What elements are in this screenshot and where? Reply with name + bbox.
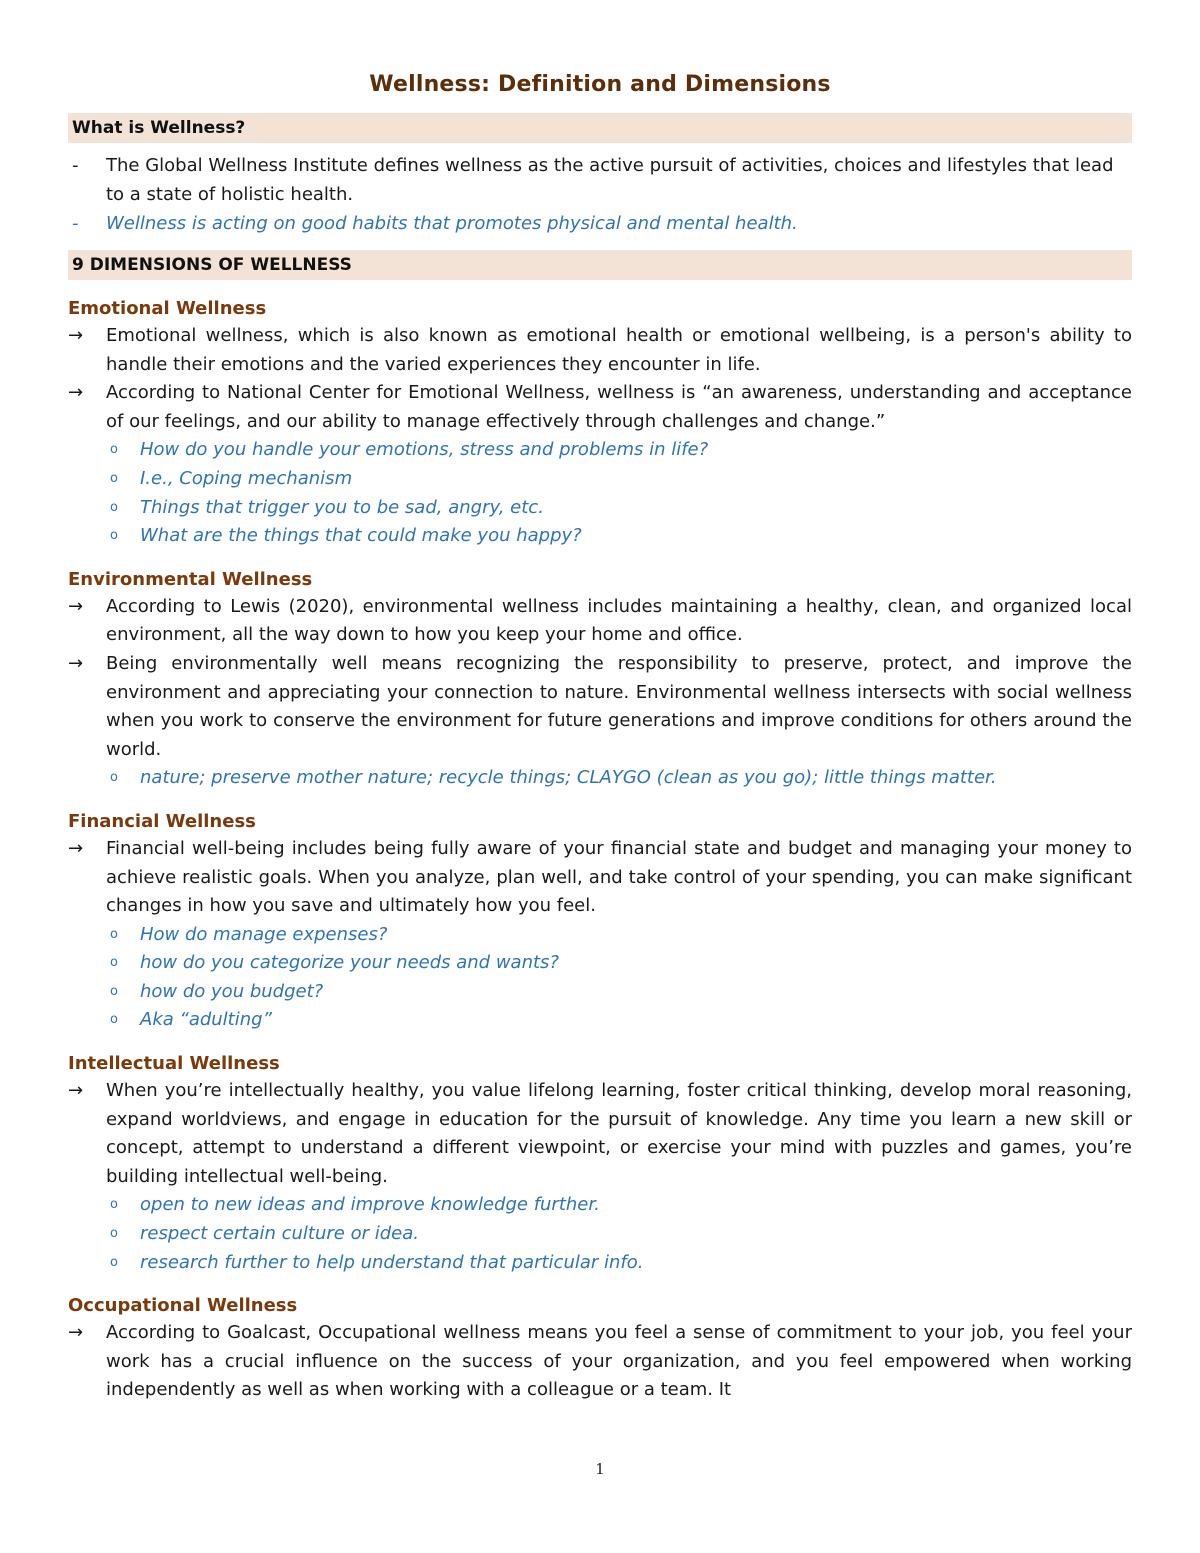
arrow-bullet-icon: → — [68, 652, 84, 674]
note-text: How do you handle your emotions, stress and problems in life? — [140, 439, 709, 461]
list-item — [68, 465, 1132, 494]
dimension-notes — [68, 921, 1132, 1035]
note-text: nature; preserve mother nature; recycle things; CLAYGO (clean as you go); little things matter. — [140, 767, 997, 789]
dimension-points — [68, 835, 1132, 921]
list-item — [68, 209, 1132, 238]
page-number: 1 — [595, 1460, 605, 1478]
note-text: How do manage expenses? — [140, 923, 388, 945]
note-text: open to new ideas and improve knowledge further. — [140, 1194, 600, 1216]
circle-bullet-icon: o — [110, 1012, 118, 1028]
note-text: how do you budget? — [140, 980, 324, 1002]
note-text: respect certain culture or idea. — [140, 1223, 419, 1245]
dash-bullet: - — [72, 213, 79, 234]
list-item-text: Financial well-being includes being fully aware of your financial state and budget and managing your money to achieve realistic goals. When you analyze, plan well, and take control of your spending, you can make significant changes in how you save and ultimately how you feel. — [106, 837, 1132, 917]
list-item — [68, 1006, 1132, 1035]
arrow-bullet-icon: → — [68, 595, 84, 617]
circle-bullet-icon: o — [110, 470, 118, 486]
note-text: Aka “adulting” — [140, 1009, 272, 1031]
list-item — [68, 436, 1132, 465]
circle-bullet-icon: o — [110, 983, 118, 999]
note-text: how do you categorize your needs and wants? — [140, 952, 559, 974]
circle-bullet-icon: o — [110, 528, 118, 544]
circle-bullet-icon: o — [110, 442, 118, 458]
note-text: research further to help understand that particular info. — [140, 1251, 644, 1273]
list-item-text: According to National Center for Emotional Wellness, wellness is “an awareness, understanding and acceptance of our feelings, and our ability to manage effectively through challenges and change.” — [106, 382, 1132, 432]
list-item — [68, 949, 1132, 978]
dimensions-container — [68, 296, 1132, 1405]
page-content — [68, 72, 1132, 1405]
dimension-points — [68, 1319, 1132, 1405]
list-item — [68, 1077, 1132, 1191]
dimension-section — [68, 296, 1132, 567]
dimension-heading: Environmental Wellness — [68, 568, 313, 590]
list-item-text: According to Goalcast, Occupational wellness means you feel a sense of commitment to your job, you feel your work has a crucial influence on the success of your organization, and you feel empowered when working independently as well as when working with a colleague or a team. It — [106, 1322, 1132, 1401]
dimension-notes — [68, 764, 1132, 793]
list-item-text: According to Lewis (2020), environmental wellness includes maintaining a healthy, clean, and organized local environment, all the way down to how you keep your home and office. — [106, 595, 1132, 646]
dimension-section — [68, 809, 1132, 1051]
list-item — [68, 1319, 1132, 1405]
list-item — [68, 322, 1132, 379]
circle-bullet-icon: o — [110, 770, 118, 786]
dimension-heading: Intellectual Wellness — [68, 1053, 280, 1075]
list-item — [68, 1249, 1132, 1278]
circle-bullet-icon: o — [110, 1226, 118, 1242]
list-item — [68, 764, 1132, 793]
list-item-text: The Global Wellness Institute defines wellness as the active pursuit of activities, choices and lifestyles that lead to a state of holistic health. — [106, 155, 1114, 205]
dimension-points — [68, 322, 1132, 436]
section-heading-what-is-wellness: What is Wellness? — [68, 113, 1132, 143]
arrow-bullet-icon: → — [68, 325, 84, 346]
list-item — [68, 379, 1132, 436]
dimension-heading: Occupational Wellness — [68, 1295, 298, 1317]
note-text: I.e., Coping mechanism — [140, 467, 353, 489]
section-heading-dimensions: 9 DIMENSIONS OF WELLNESS — [68, 250, 1132, 280]
list-item-text: Being environmentally well means recognizing the responsibility to preserve, protect, and improve the environment and appreciating your connection to nature. Environmental wellness intersects with social wellness when you work to conserve the environment for future generations and improve conditions for others around the world. — [106, 652, 1132, 760]
circle-bullet-icon: o — [110, 499, 118, 515]
note-text: What are the things that could make you happy? — [140, 525, 582, 547]
note-text: Things that trigger you to be sad, angry, etc. — [140, 496, 544, 518]
circle-bullet-icon: o — [110, 1254, 118, 1270]
list-item — [68, 522, 1132, 551]
document-title: Wellness: Definition and Dimensions — [369, 72, 831, 97]
dimension-notes — [68, 436, 1132, 550]
list-item — [68, 494, 1132, 523]
arrow-bullet-icon: → — [68, 1080, 84, 1102]
list-item-text: When you’re intellectually healthy, you value lifelong learning, foster critical thinking, develop moral reasoning, expand worldviews, and engage in education for the pursuit of knowledge. Any time you learn a new skill or concept, attempt to understand a different viewpoint, or exercise your mind with puzzles and games, you’re building intellectual well-being. — [106, 1080, 1132, 1187]
dimension-notes — [68, 1191, 1132, 1277]
list-item — [68, 650, 1132, 764]
what-is-wellness-list — [68, 151, 1132, 238]
list-item — [68, 1220, 1132, 1249]
list-item — [68, 593, 1132, 650]
circle-bullet-icon: o — [110, 926, 118, 942]
dimension-heading: Financial Wellness — [68, 810, 256, 832]
circle-bullet-icon: o — [110, 955, 118, 971]
dimension-section — [68, 1293, 1132, 1405]
dimension-points — [68, 593, 1132, 765]
list-item — [68, 921, 1132, 950]
list-item — [68, 978, 1132, 1007]
arrow-bullet-icon: → — [68, 382, 84, 404]
dimension-points — [68, 1077, 1132, 1191]
dimension-section — [68, 567, 1132, 809]
arrow-bullet-icon: → — [68, 837, 84, 859]
dimension-heading: Emotional Wellness — [68, 298, 267, 319]
list-item — [68, 835, 1132, 921]
circle-bullet-icon: o — [110, 1197, 118, 1213]
list-item — [68, 1191, 1132, 1220]
dash-bullet: - — [72, 155, 79, 176]
dimension-section — [68, 1051, 1132, 1293]
list-item-text: Emotional wellness, which is also known as emotional health or emotional wellbeing, is a person's ability to handle their emotions and the varied experiences they encounter in life. — [106, 325, 1132, 375]
arrow-bullet-icon: → — [68, 1322, 84, 1344]
list-item-text: Wellness is acting on good habits that promotes physical and mental health. — [106, 213, 798, 234]
list-item — [68, 151, 1132, 209]
